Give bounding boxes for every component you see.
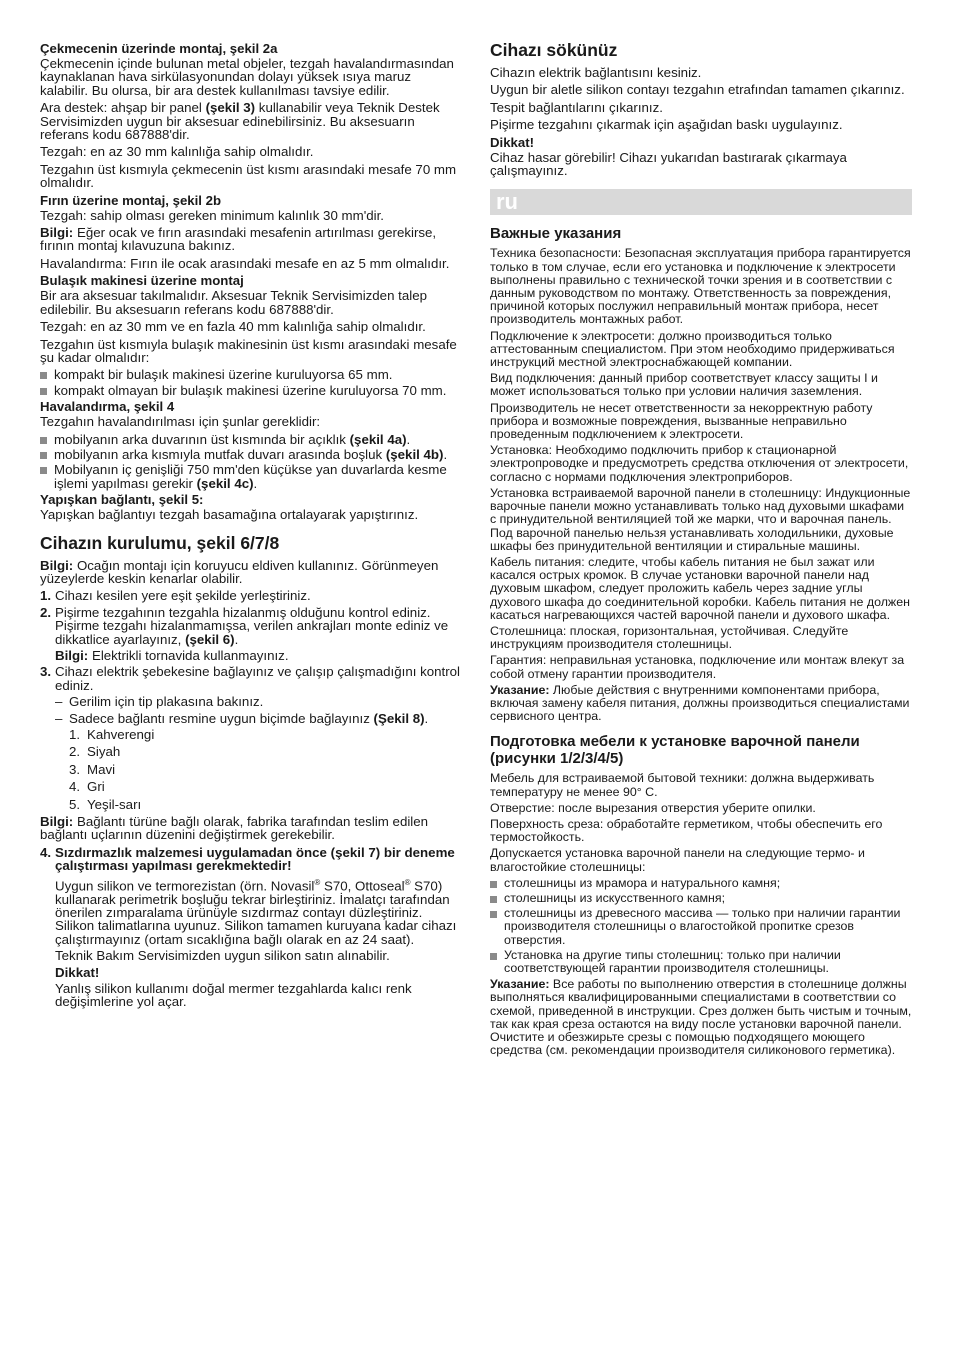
paragraph: Поверхность среза: обработайте герметиком, чтобы обеспечить его термостойкость. [490,816,883,845]
paragraph: Tezgahın üst kısmıyla bulaşık makinesinin üst kısmı arasındaki mesafe şu kadar olmalıdır: [40,336,457,365]
paragraph: Вид подключения: данный прибор соответствует классу защиты I и может использоваться только при условии наличия заземления. [490,371,878,399]
paragraph: Tezgah: en az 30 mm kalınlığa sahip olmalıdır. [40,144,314,160]
paragraph: Установка: Необходимо подключить прибор к стационарной электропроводке и предусмотреть средства отключения от электросети, согласно с нормами подключения электроприборов. [490,443,909,484]
list-item: столешницы из древесного массива — только при наличии гарантии производителя столешницы о влагостойкой пропитке срезов отверстия. [490,907,912,947]
square-bullet-icon [490,953,497,960]
steps-list [40,846,462,1009]
heading-installation: Cihazın kurulumu, şekil 6/7/8 [40,532,280,553]
step-note: Bilgi: Elektrikli tornavida kullanmayınız. [55,648,289,663]
paragraph: Cihazın elektrik bağlantısını kesiniz. [490,65,702,80]
list-item: Установка на другие типы столешниц: только при наличии соответствующей гарантии производителя столешницы. [490,949,912,975]
paragraph: Производитель не несет ответственности за некорректную работу прибора и возможные повреждения, вызванные неправильно проведенным подключением к электросети. [490,400,873,442]
step-paragraph: Yanlış silikon kullanımı doğal mermer tezgahlarda kalıcı renk değişimlerine yol açar. [55,980,412,1010]
square-bullet-icon [40,372,47,379]
paragraph: Гарантия: неправильная установка, подключение или монтаж влекут за собой отмену гарантии производителя. [490,653,905,681]
paragraph: Подключение к электросети: должно производиться только аттестованным специалистом. При этом необходимо придерживаться инструкций местной электроснабжающей компании. [490,328,895,370]
left-column [40,40,462,1012]
paragraph: Установка встраиваемой варочной панели в столешницу: Индукционные варочные панели можно устанавливать только над духовыми шкафами с принудительной вентиляцией той же марки, что и варочная панель. Под варочной панелью нельзя устанавливать холодильники, духовые шкафы без принудительной вентиляции и стиральные машины. [490,485,911,553]
paragraph: Мебель для встраиваемой бытовой техники: должна выдерживать температуру не менее 90° C. [490,771,875,799]
note-paragraph: Указание: Все работы по выполнению отверстия в столешнице должны выполняться квалифицированными специалистами в соответствии со схемой, приведенной в инструкции. Срез должен быть чистым и точным, так как края среза остаются на виду после установки варочной панели. Очистите и обезжирьте срезы с помощью подходящего моющего средства (см. рекомендации производителя силиконового герметика). [490,977,912,1058]
list-item: столешницы из искусственного камня; [490,892,912,905]
language-code: ru [496,189,518,215]
paragraph: Uygun bir aletle silikon contayı tezgahın etrafından tamamen çıkarınız. [490,82,905,98]
section-title-drawer: Çekmecenin üzerinde montaj, şekil 2a [40,41,278,56]
list-item: kompakt olmayan bir bulaşık makinesi üzerine kuruluyorsa 70 mm. [40,384,462,397]
paragraph: Tespit bağlantılarını çıkarınız. [490,99,663,115]
russian-section [490,225,912,1057]
wire-color-item: 4. Gri [69,779,105,795]
section-title-dishwasher: Bulaşık makinesi üzerine montaj [40,273,244,289]
note-paragraph: Bilgi: Ocağın montajı için koruyucu eldiven kullanınız. Görünmeyen yüzeylerde keskin kenarlar olabilir. [40,557,439,586]
paragraph: Havalandırma: Fırın ile ocak arasındaki mesafe en az 5 mm olmalıdır. [40,255,450,271]
square-bullet-icon [40,452,47,459]
removal-section [490,40,912,177]
square-bullet-icon [490,896,497,903]
wire-color-item: 3. Mavi [69,761,116,777]
step-item: 3. Cihazı elektrik şebekesine bağlayınız ve çalışıp çalışmadığını kontrol ediniz. – Gerilim için tip plakasına bakınız. – Sadece bağlantı resmine uygun biçimde bağlayınız (Şekil 8). 1. Kahverengi 2. Siyah 3. Mavi 4. Gri 5. Yeşil-sarı [40,664,461,812]
paragraph: Кабель питания: следите, чтобы кабель питания не был зажат или касался острых кромок. В случае установки варочной панели над духовым шкафом, следует проложить кабель через задние углы духового шкафа до соединительной коробки. Кабель питания не должен касаться нагревающихся частей варочной панели и духового шкафа. [490,554,910,622]
section-title-oven: Fırın üzerine montaj, şekil 2b [40,192,222,208]
paragraph: Tezgahın üst kısmıyla çekmecenin üst kısmı arasındaki mesafe 70 mm olmalıdır. [40,161,457,191]
paragraph: Допускается установка варочной панели на следующие термо- и влагостойкие столешницы: [490,846,865,874]
paragraph: Tezgah: sahip olması gereken minimum kalınlık 30 mm'dir. [40,207,384,223]
square-bullet-icon [490,911,497,918]
heading-important: Важные указания [490,225,622,243]
heading-removal: Cihazı sökünüz [490,40,618,60]
step-item: 1. Cihazı kesilen yere eşit şekilde yerleştiriniz. [40,588,311,604]
section-title-adhesive: Yapışkan bağlantı, şekil 5: [40,492,204,508]
square-bullet-icon [40,388,47,395]
square-bullet-icon [490,881,497,888]
right-column [490,40,912,1060]
paragraph: Bir ara aksesuar takılmalıdır. Aksesuar Teknik Servisimizden talep edilebilir. Bu aksesuarın referans kodu 687888'dir. [40,288,428,317]
list-item: kompakt bir bulaşık makinesi üzerine kuruluyorsa 65 mm. [40,368,462,381]
paragraph: Столешница: плоская, горизонтальная, устойчивая. Следуйте инструкциям производителя столешницы. [490,623,849,652]
list-item: mobilyanın arka kısmıyla mutfak duvarı arasında boşluk (şekil 4b). [40,448,462,461]
wire-color-item: 2. Siyah [69,744,121,760]
paragraph: Tezgah: en az 30 mm ve en fazla 40 mm kalınlığa sahip olmalıdır. [40,319,426,335]
steps-list [40,589,462,811]
note-paragraph: Bilgi: Eğer ocak ve fırın arasındaki mesafenin artırılması gerekirse, fırının montaj kılavuzuna bakınız. [40,225,437,254]
language-bar [490,189,912,215]
list-item: Mobilyanın iç genişliği 750 mm'den küçükse yan duvarlarda kesme işlemi yapılması gerekir (şekil 4c). [40,463,462,490]
paragraph: Pişirme tezgahını çıkarmak için aşağıdan baskı uygulayınız. [490,117,843,133]
paragraph: Tezgahın havalandırılması için şunlar gereklidir: [40,414,321,430]
paragraph: Çekmecenin içinde bulunan metal objeler, tezgah havalandırmasından kaynaklanan hava sirkülasyonundan dolayı yüksek ısıya maruz kalabilir. Bu olursa, bir ara destek kullanılması tavsiye edilir. [40,56,454,98]
warning-label: Dikkat! [55,964,100,980]
paragraph: Ara destek: ahşap bir panel (şekil 3) kullanabilir veya Teknik Destek Servisimizden uygun bir aksesuar edinebilirsiniz. Bu aksesuarın referans kodu 687888'dir. [40,100,440,143]
paragraph: Yapışkan bağlantıyı tezgah basamağına ortalayarak yapıştırınız. [40,507,419,523]
dash-item: – Sadece bağlantı resmine uygun biçimde bağlayınız (Şekil 8). [55,710,429,726]
note-paragraph: Указание: Любые действия с внутренними компонентами прибора, включая замену кабеля питания, должны производиться специалистами сервисного центра. [490,682,910,724]
wire-color-item: 1. Kahverengi [69,727,155,743]
step-paragraph: Uygun silikon ve termorezistan (örn. Novasil® S70, Ottoseal® S70) kullanarak perimetrik boşluğu tekrar birleştiriniz. İmalatçı tarafından önerilen zımparalama ürünüyle sızdırmaz contayı düzleştiriniz. Silikon talimatlarına uyunuz. Silikon tamamen kuruyana kadar cihazı çalıştırmayınız (ortam sıcaklığına bağlı olarak en az 24 saat). [55,877,457,947]
paragraph: Cihaz hasar görebilir! Cihazı yukarıdan bastırarak çıkarmaya çalışmayınız. [490,149,847,179]
paragraph: Отверстие: после вырезания отверстия уберите опилки. [490,800,816,815]
step-item: 2. Pişirme tezgahının tezgahla hizalanmış olduğunu kontrol ediniz. Pişirme tezgahı hizalanmamışsa, verilen ankrajları monte ediniz ve dikkatlice ayarlayınız, (şekil 6). Bilgi: Elektrikli tornavida kullanmayınız. [40,606,462,663]
step-paragraph: Teknik Bakım Servisimizden uygun silikon satın alınabilir. [55,948,390,964]
square-bullet-icon [40,467,47,474]
bullet-list [490,877,912,975]
bullet-list [40,368,462,397]
square-bullet-icon [40,437,47,444]
step-item: 4. Sızdırmazlık malzemesi uygulamadan önce (şekil 7) bir deneme çalıştırması yapılması gerekmektedir! Uygun silikon ve termorezistan (örn. Novasil® S70, Ottoseal® S70) kullanarak perimetrik boşluğu tekrar birleştiriniz. İmalatçı tarafından önerilen zımparalama ürünüyle sızdırmaz contayı düzleştiriniz. Silikon talimatlarına uyunuz. Silikon tamamen kuruyana kadar cihazı çalıştırmayınız (ortam sıcaklığına bağlı olarak en az 24 saat). Teknik Bakım Servisimizden uygun silikon satın alınabilir. Dikkat! Yanlış silikon kullanımı doğal mermer tezgahlarda kalıcı renk değişimlerine yol açar. [40,846,462,1009]
note-paragraph: Bilgi: Bağlantı türüne bağlı olarak, fabrika tarafından teslim edilen bağlantı uçlarının düzenini değiştirmek gerekebilir. [40,814,429,843]
list-item: столешницы из мрамора и натурального камня; [490,877,912,890]
dash-item: – Gerilim için tip plakasına bakınız. [55,694,264,710]
wire-color-list [69,728,462,811]
wire-color-item: 5. Yeşil-sarı [69,796,142,812]
list-item: mobilyanın arka duvarının üst kısmında bir açıklık (şekil 4a). [40,433,462,446]
warning-label: Dikkat! [490,134,534,150]
section-title-ventilation: Havalandırma, şekil 4 [40,399,175,415]
bullet-list [40,433,462,491]
paragraph: Техника безопасности: Безопасная эксплуатация прибора гарантируется только в том случае, если его установка и подключение к электросети выполнены правильно с технической точки зрения и в соответствии с данным руководством по монтажу. Ответственность за повреждения, причиной которых послужил неправильный монтаж прибора, несет производитель монтажных работ. [490,246,911,327]
heading-furniture-prep: Подготовка мебели к установке варочной панели (рисунки 1/2/3/4/5) [490,733,860,768]
